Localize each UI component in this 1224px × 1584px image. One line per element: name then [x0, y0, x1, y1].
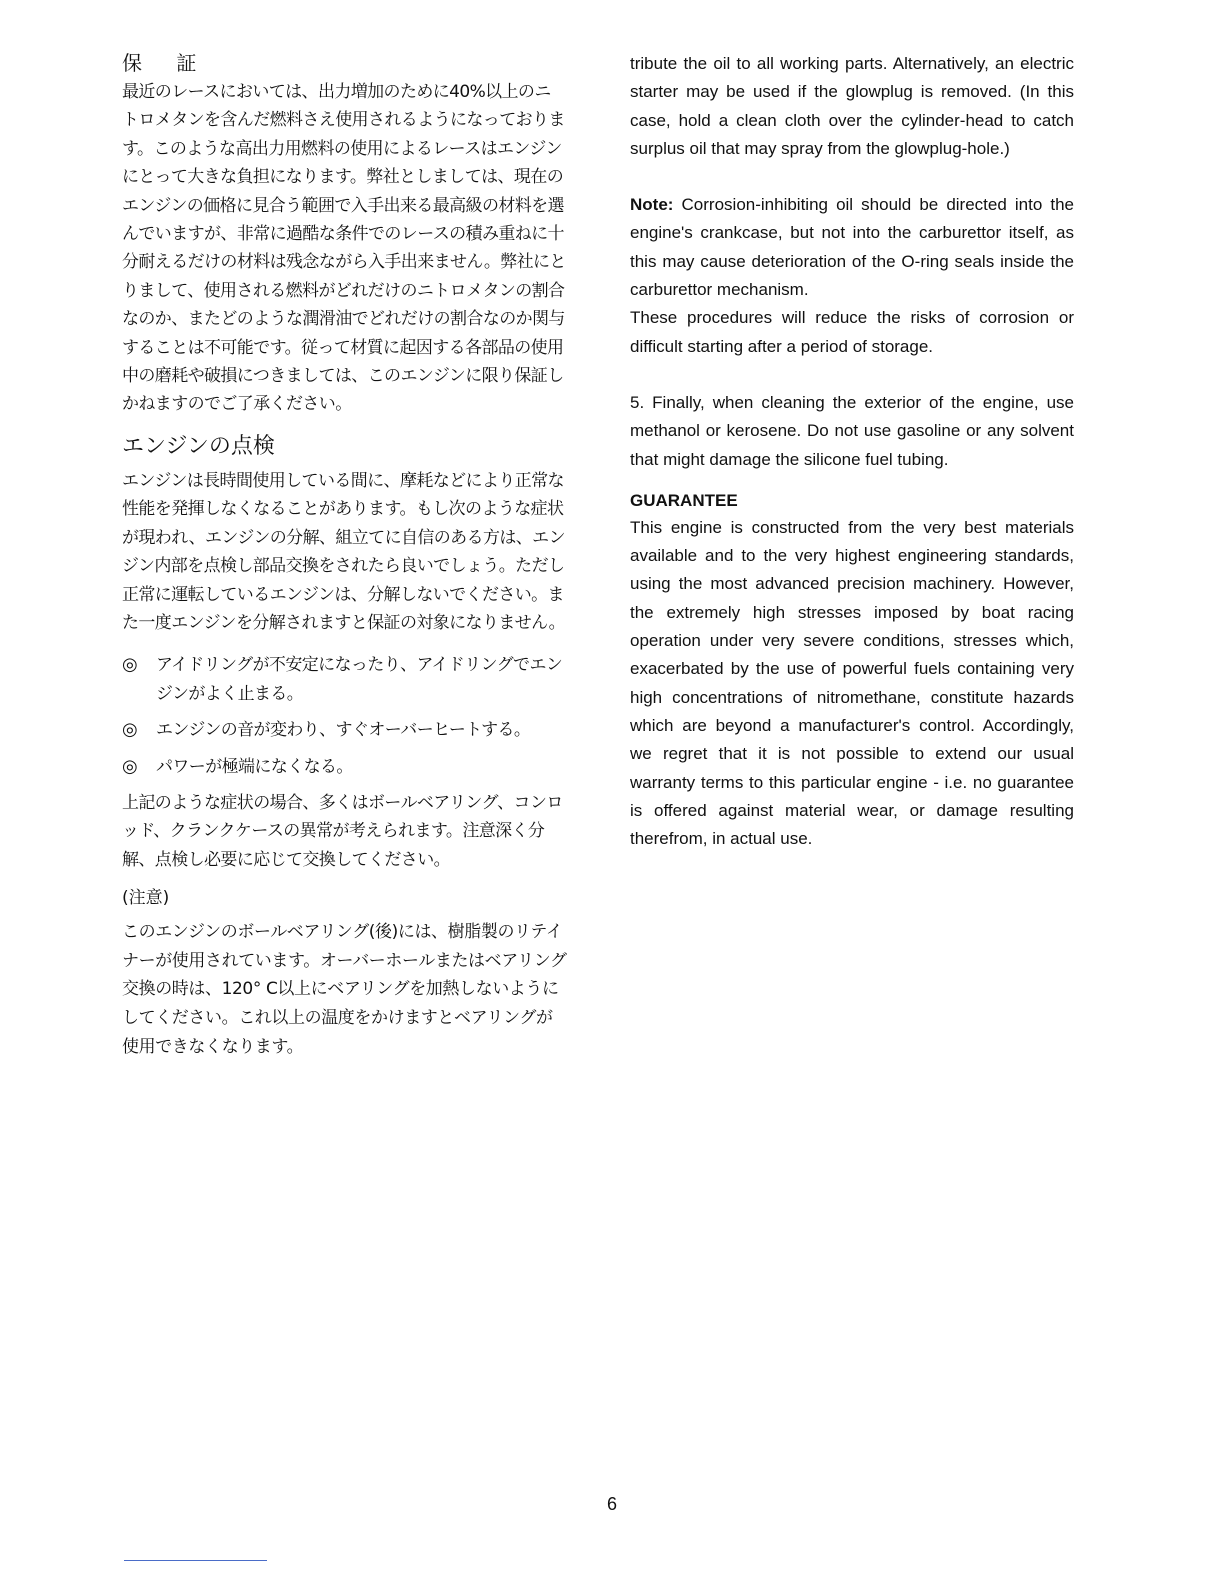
japanese-column — [122, 48, 567, 1061]
symptom-text: エンジンの音が変わり、すぐオーバーヒートする。 — [156, 720, 531, 741]
spacer — [630, 163, 1074, 191]
inspection-paragraph-jp: エンジンは長時間使用している間に、摩耗などにより正常な性能を発揮しなくなることがあります。もし次のような症状が現われ、エンジンの分解、組立てに自信のある方は、エンジン内部を点検し部品交換をされたら良いでしょう。ただし正常に運転しているエンジンは、分解しないでください。また一度エンジンを分解されますと保証の対象になりません。 — [122, 470, 565, 633]
symptom-text: パワーが極端になくなる。 — [156, 756, 353, 777]
symptom-list — [122, 651, 567, 781]
note-label: Note: — [630, 195, 674, 215]
symptom-item — [122, 651, 567, 708]
bullseye-bullet-icon: ◎ — [122, 654, 138, 676]
symptom-item — [122, 716, 567, 744]
caution-heading-jp: (注意) — [122, 888, 170, 909]
footer-rule — [124, 1560, 267, 1561]
symptom-text: アイドリングが不安定になったり、アイドリングでエンジンがよく止まる。 — [156, 655, 563, 704]
note-paragraph — [630, 191, 1074, 304]
caution-paragraph-jp: このエンジンのボールベアリング(後)には、樹脂製のリテイナーが使用されています。オーバーホールまたはベアリング交換の時は、120° C以上にベアリングを加熱しないようにしてください。これ以上の温度をかけますとベアリングが使用できなくなります。 — [122, 922, 567, 1057]
guarantee-paragraph-en: This engine is constructed from the very best materials available and to the very highest engineering standards, using the most advanced precision machinery. However, the extremely high stresses imposed by boat racing operation under very severe conditions, stresses which, exacerbated by the use of powerful fuels containing very high concentrations of nitromethane, constitute hazards which are beyond a manufacturer's control. Accordingly, we regret that it is not possible to extend our usual warranty terms to this particular engine - i.e. no guarantee is offered against material wear, or damage resulting therefrom, in actual use. — [630, 517, 1074, 849]
bullseye-bullet-icon: ◎ — [122, 719, 138, 741]
bullseye-bullet-icon: ◎ — [122, 755, 138, 777]
page-number: 6 — [606, 1494, 617, 1514]
guarantee-title-jp: 保 証 — [122, 51, 211, 75]
step5-paragraph: 5. Finally, when cleaning the exterior of the engine, use methanol or kerosene. Do not use gasoline or any solvent that might damage the silicone fuel tubing. — [630, 392, 1074, 469]
symptom-item — [122, 753, 567, 781]
note-text: Corrosion-inhibiting oil should be directed into the engine's crankcase, but not into the carburettor itself, as this may cause deterioration of the O-ring seals inside the carburettor mechanism. — [630, 195, 1074, 300]
symptoms-explanation-jp: 上記のような症状の場合、多くはボールベアリング、コンロッド、クランクケースの異常が考えられます。注意深く分解、点検し必要に応じて交換してください。 — [122, 792, 563, 870]
storage-paragraph-continued: tribute the oil to all working parts. Alternatively, an electric starter may be used if the glowplug is removed. (In this case, hold a clean cloth over the cylinder-head to catch surplus oil that may spray from the glowplug-hole.) — [630, 54, 1074, 158]
guarantee-heading-en: GUARANTEE — [630, 490, 738, 510]
english-column — [630, 50, 1074, 853]
spacer — [630, 361, 1074, 389]
guarantee-paragraph-jp: 最近のレースにおいては、出力増加のために40%以上のニトロメタンを含んだ燃料さえ使用されるようになっております。このような高出力用燃料の使用によるレースはエンジンにとって大きな負担になります。弊社としましては、現在のエンジンの価格に見合う範囲で入手出来る最高級の材料を選んでいますが、非常に過酷な条件でのレースの積み重ねに十分耐えるだけの材料は残念ながら入手出来ません。弊社にとりまして、使用される燃料がどれだけのニトロメタンの割合なのか、またどのような潤滑油でどれだけの割合なのか関与することは不可能です。従って材質に起因する各部品の使用中の磨耗や破損につきましては、このエンジンに限り保証しかねますのでご了承ください。 — [122, 82, 566, 415]
inspection-title-jp: エンジンの点検 — [122, 433, 275, 459]
procedures-paragraph: These procedures will reduce the risks of corrosion or difficult starting after a period of storage. — [630, 308, 1074, 356]
